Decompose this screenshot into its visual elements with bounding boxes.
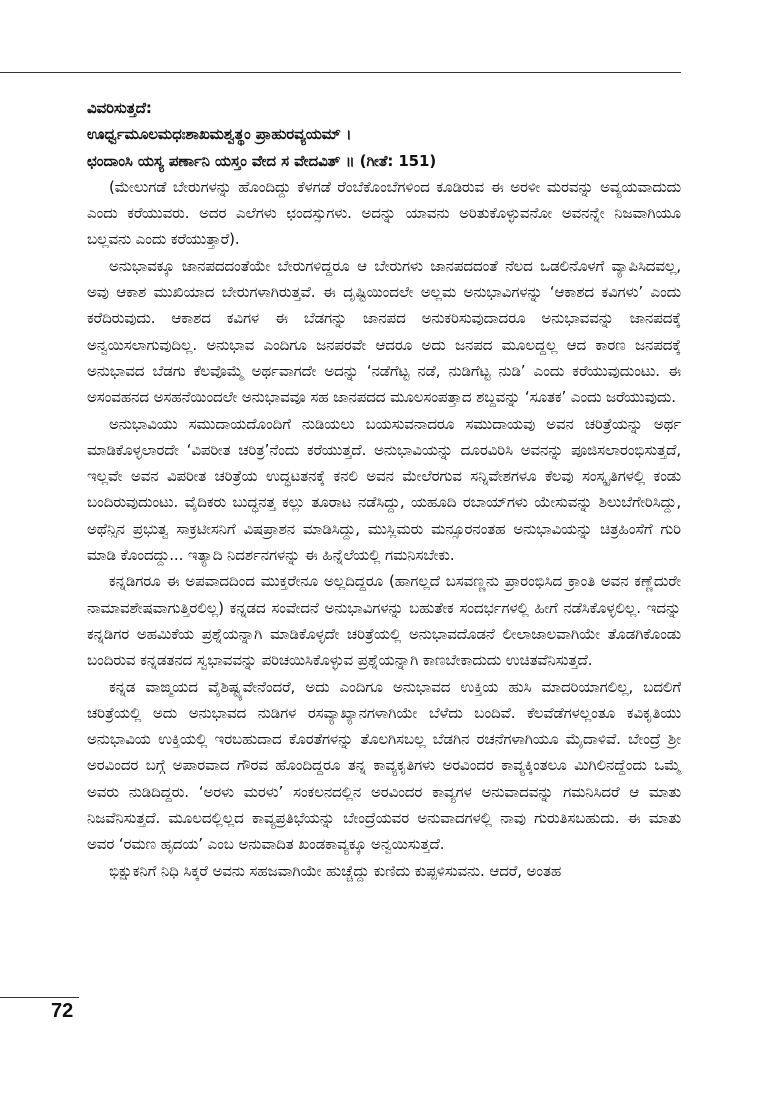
- paragraph-2: ಅನುಭಾವಕ್ಕೂ ಜಾನಪದದಂತೆಯೇ ಬೇರುಗಳಿದ್ದರೂ ಆ ಬೇರುಗಳು ಜಾನಪದದಂತೆ ನೆಲದ ಒಡಲಿನೊಳಗೆ ವ್ಯಾಪಿಸಿದವಲ್ಲ, ಅವು ಆಕಾಶ ಮುಖಿಯಾದ ಬೇರುಗಳಾಗಿರುತ್ತವೆ. ಈ ದೃಷ್ಟಿಯಿಂದಲೇ ಅಲ್ಲಮ ಅನುಭಾವಿಗಳನ್ನು ‘ಆಕಾಶದ ಕವಿಗಳು’ ಎಂದು ಕರೆದಿರುವುದು. ಆಕಾಶದ ಕವಿಗಳ ಈ ಬೆಡಗನ್ನು ಜಾನಪದ ಅನುಕರಿಸುವುದಾದರೂ ಅನುಭಾವವನ್ನು ಜಾನಪದಕ್ಕೆ ಅನ್ವಯಿಸಲಾಗುವುದಿಲ್ಲ. ಅನುಭಾವ ಎಂದಿಗೂ ಜನಪರವೇ ಆದರೂ ಅದು ಜನಪದ ಮೂಲದ್ದಲ್ಲ ಆದ ಕಾರಣ ಜನಪದಕ್ಕೆ ಅನುಭಾವದ ಬೆಡಗು ಕೆಲವೊಮ್ಮೆ ಅರ್ಥವಾಗದೇ ಅದನ್ನು ‘ನಡೆಗೆಟ್ಟ ನಡೆ, ನುಡಿಗೆಟ್ಟ ನುಡಿ’ ಎಂದು ಕರೆಯುವುದುಂಟು. ಈ ಅಸಂವಹನದ ಅಸಹನೆಯಿಂದಲೇ ಅನುಭಾವವೂ ಸಹ ಜಾನಪದದ ಮೂಲಸಂಪತ್ತಾದ ಶಬ್ದವನ್ನು ‘ಸೂತಕ’ ಎಂದು ಜರೆಯುವುದು.: [87, 256, 681, 407]
- paragraph-4: ಕನ್ನಡಿಗರೂ ಈ ಅಪವಾದದಿಂದ ಮುಕ್ತರೇನೂ ಅಲ್ಲದಿದ್ದರೂ (ಹಾಗಲ್ಲದೆ ಬಸವಣ್ಣನು ಪ್ರಾರಂಭಿಸಿದ ಕ್ರಾಂತಿ ಅವನ ಕಣ್ಣೆದುರೇ ನಾಮಾವಶೇಷವಾಗುತ್ತಿರಲಿಲ್ಲ) ಕನ್ನಡದ ಸಂವೇದನೆ ಅನುಭಾವಿಗಳನ್ನು ಬಹುತೇಕ ಸಂದರ್ಭಗಳಲ್ಲಿ ಹೀಗೆ ನಡೆಸಿಕೊಳ್ಳಲಿಲ್ಲ. ಇದನ್ನು ಕನ್ನಡಿಗರ ಅಹಮಿಕೆಯ ಪ್ರಶ್ನೆಯನ್ನಾಗಿ ಮಾಡಿಕೊಳ್ಳದೇ ಚರಿತ್ರೆಯಲ್ಲಿ ಅನುಭಾವದೊಡನೆ ಲೀಲಾಜಾಲವಾಗಿಯೇ ತೊಡಗಿಕೊಂಡು ಬಂದಿರುವ ಕನ್ನಡತನದ ಸ್ವಭಾವವನ್ನು ಪರಿಚಯಿಸಿಕೊಳ್ಳುವ ಪ್ರಶ್ನೆಯನ್ನಾಗಿ ಕಾಣಬೇಕಾದುದು ಉಚಿತವೆನಿಸುತ್ತದೆ.: [87, 572, 681, 670]
- paragraph-1: (ಮೇಲುಗಡೆ ಬೇರುಗಳನ್ನು ಹೊಂದಿದ್ದು ಕೆಳಗಡೆ ರೆಂಬೆಕೊಂಬೆಗಳಿಂದ ಕೂಡಿರುವ ಈ ಅರಳೀ ಮರವನ್ನು ಅವ್ಯಯವಾದುದು ಎಂದು ಕರೆಯುವರು. ಅದರ ಎಲೆಗಳು ಛಂದಸ್ಸುಗಳು. ಅದನ್ನು ಯಾವನು ಅರಿತುಕೊಳ್ಳುವನೋ ಅವನನ್ನೇ ನಿಜವಾಗಿಯೂ ಬಲ್ಲವನು ಎಂದು ಕರೆಯುತ್ತಾರೆ).: [87, 177, 681, 249]
- body-text: [87, 95, 681, 884]
- verse-line-1: ಊರ್ಧ್ವಮೂಲಮಧಃಶಾಖಮಶ್ವತ್ಥಂ ಪ್ರಾಹುರವ್ಯಯಮ್ ।: [87, 125, 352, 144]
- page-number: 72: [51, 1000, 74, 1022]
- footer-rule: [0, 997, 79, 998]
- verse-line-2: ಛಂದಾಂಸಿ ಯಸ್ಯ ಪರ್ಣಾನಿ ಯಸ್ತಂ ವೇದ ಸ ವೇದವಿತ್ ॥ (ಗೀತೆ: 151): [87, 151, 437, 170]
- paragraph-3: ಅನುಭಾವಿಯು ಸಮುದಾಯದೊಂದಿಗೆ ನುಡಿಯಲು ಬಯಸುವನಾದರೂ ಸಮುದಾಯವು ಅವನ ಚರಿತ್ರೆಯನ್ನು ಅರ್ಥ ಮಾಡಿಕೊಳ್ಳಲಾರದೇ ‘ವಿಪರೀತ ಚರಿತ್ರ’ನೆಂದು ಕರೆಯುತ್ತದೆ. ಅನುಭಾವಿಯನ್ನು ದೂರವಿರಿಸಿ ಅವನನ್ನು ಪೂಜಿಸಲಾರಂಭಿಸುತ್ತದೆ, ಇಲ್ಲವೇ ಅವನ ವಿಪರೀತ ಚರಿತ್ರೆಯ ಉದ್ಧಟತನಕ್ಕೆ ಕನಲಿ ಅವನ ಮೇಲೆರಗುವ ಸನ್ನಿವೇಶಗಳೂ ಕೆಲವು ಸಂಸ್ಕೃತಿಗಳಲ್ಲಿ ಕಂಡು ಬಂದಿರುವುದುಂಟು. ವೈದಿಕರು ಬುದ್ಧನತ್ತ ಕಲ್ಲು ತೂರಾಟ ನಡೆಸಿದ್ದು, ಯಹೂದಿ ರಬಾಯ್‌ಗಳು ಯೇಸುವನ್ನು ಶಿಲುಬೆಗೇರಿಸಿದ್ದು, ಅಥೆನ್ಸಿನ ಪ್ರಭುತ್ವ ಸಾಕ್ರಟೀಸನಿಗೆ ವಿಷಪ್ರಾಶನ ಮಾಡಿಸಿದ್ದು, ಮುಸ್ಲಿಮರು ಮನ್ಸೂರನಂತಹ ಅನುಭಾವಿಯನ್ನು ಚಿತ್ರಹಿಂಸೆಗೆ ಗುರಿ ಮಾಡಿ ಕೊಂದದ್ದು... ಇತ್ಯಾದಿ ನಿದರ್ಶನಗಳನ್ನು ಈ ಹಿನ್ನೆಲೆಯಲ್ಲಿ ಗಮನಿಸಬೇಕು.: [87, 414, 681, 565]
- header-rule: [0, 72, 681, 73]
- intro-line: ವಿವರಿಸುತ್ತದೆ:: [87, 99, 152, 117]
- paragraph-6: ಭಿಕ್ಷುಕನಿಗೆ ನಿಧಿ ಸಿಕ್ಕರೆ ಅವನು ಸಹಜವಾಗಿಯೇ ಹುಚ್ಚೆದ್ದು ಕುಣಿದು ಕುಪ್ಪಳಿಸುವನು. ಆದರೆ, ಅಂತಹ: [109, 861, 562, 880]
- paragraph-5: ಕನ್ನಡ ವಾಙ್ಮಯದ ವೈಶಿಷ್ಟ್ಯವೇನೆಂದರೆ, ಅದು ಎಂದಿಗೂ ಅನುಭಾವದ ಉಕ್ತಿಯ ಹುಸಿ ಮಾದರಿಯಾಗಲಿಲ್ಲ, ಬದಲಿಗೆ ಚರಿತ್ರೆಯಲ್ಲಿ ಅದು ಅನುಭಾವದ ನುಡಿಗಳ ರಸವ್ಯಾಖ್ಯಾನಗಳಾಗಿಯೇ ಬೆಳೆದು ಬಂದಿವೆ. ಕೆಲವೆಡೆಗಳಲ್ಲಂತೂ ಕವಿಕೃತಿಯು ಅನುಭಾವಿಯ ಉಕ್ತಿಯಲ್ಲಿ ಇರಬಹುದಾದ ಕೊರತೆಗಳನ್ನು ತೊಲಗಿಸಬಲ್ಲ ಬೆಡಗಿನ ರಚನೆಗಳಾಗಿಯೂ ಮೈದಾಳಿವೆ. ಬೇಂದ್ರೆ ಶ್ರೀ ಅರವಿಂದರ ಬಗ್ಗೆ ಅಪಾರವಾದ ಗೌರವ ಹೊಂದಿದ್ದರೂ ತನ್ನ ಕಾವ್ಯಕೃತಿಗಳು ಅರವಿಂದರ ಕಾವ್ಯಕ್ಕಿಂತಲೂ ಮಿಗಿಲಿನದ್ದೆಂದು ಒಮ್ಮೆ ಅವರು ನುಡಿದಿದ್ದರು. ‘ಅರಳು ಮರಳು’ ಸಂಕಲನದಲ್ಲಿನ ಅರವಿಂದರ ಕಾವ್ಯಗಳ ಅನುವಾದವನ್ನು ಗಮನಿಸಿದರೆ ಆ ಮಾತು ನಿಜವೆನಿಸುತ್ತದೆ. ಮೂಲದಲ್ಲಿಲ್ಲದ ಕಾವ್ಯಪ್ರತಿಭೆಯನ್ನು ಬೇಂದ್ರೆಯವರ ಅನುವಾದಗಳಲ್ಲಿ ನಾವು ಗುರುತಿಸಬಹುದು. ಈ ಮಾತು ಅವರ ‘ರಮಣ ಹೃದಯ’ ಎಂಬ ಅನುವಾದಿತ ಖಂಡಕಾವ್ಯಕ್ಕೂ ಅನ್ವಯಿಸುತ್ತದೆ.: [87, 677, 681, 854]
